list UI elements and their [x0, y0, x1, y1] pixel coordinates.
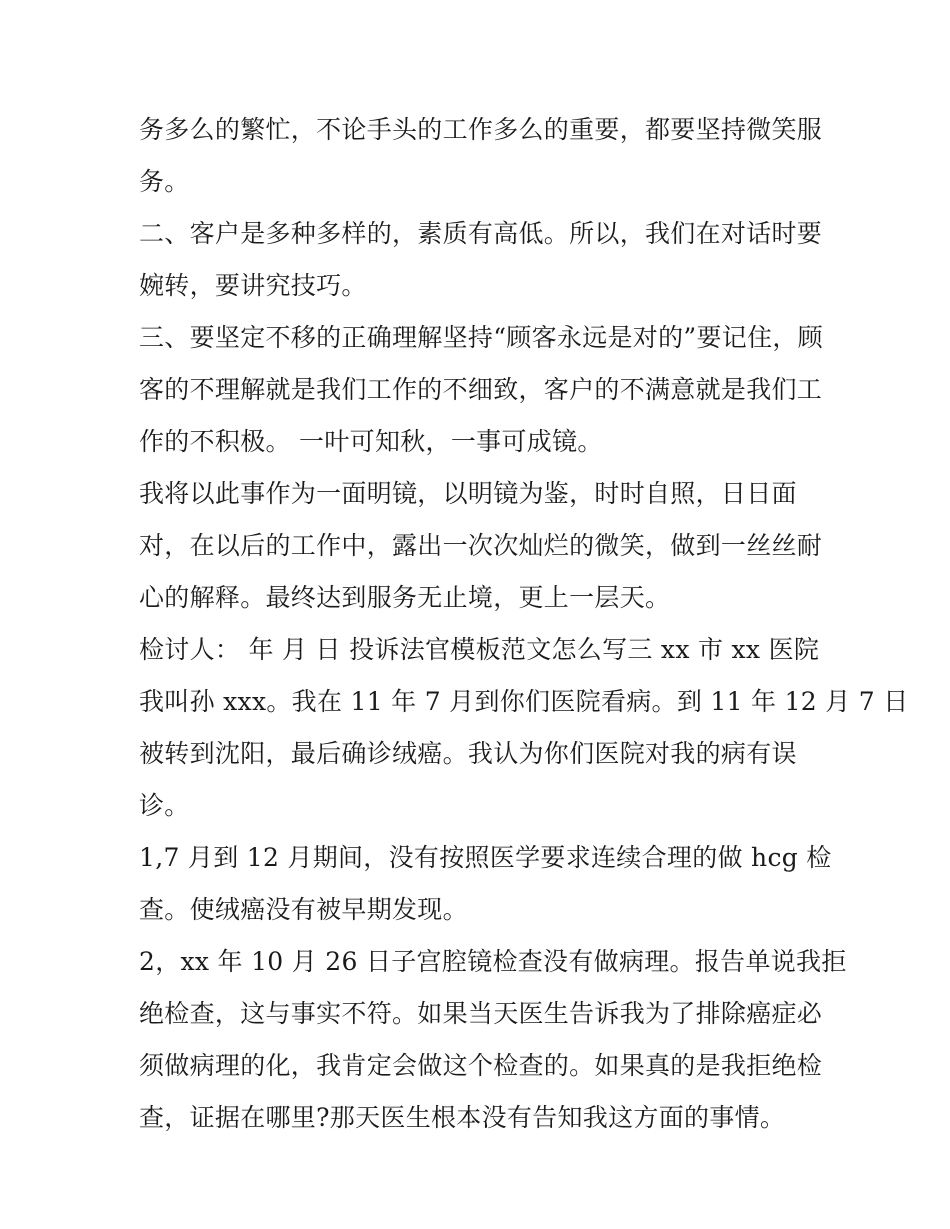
text-line: 我叫孙 xxx。我在 11 年 7 月到你们医院看病。到 11 年 12 月 7 日 [139, 687, 909, 716]
text-line: 我将以此事作为一面明镜，以明镜为鉴，时时自照，日日面 [139, 479, 797, 508]
document-body [139, 104, 909, 1144]
text-line: 绝检查，这与事实不符。如果当天医生告诉我为了排除癌症必 [139, 999, 823, 1028]
text-line: 务。 [139, 167, 190, 196]
text-line: 2，xx 年 10 月 26 日子宫腔镜检查没有做病理。报告单说我拒 [139, 947, 847, 976]
text-line: 诊。 [139, 791, 190, 820]
text-line: 务多么的繁忙，不论手头的工作多么的重要，都要坚持微笑服 [139, 115, 823, 144]
text-line: 查。使绒癌没有被早期发现。 [139, 895, 468, 924]
text-line: 对，在以后的工作中，露出一次次灿烂的微笑，做到一丝丝耐 [139, 531, 823, 560]
text-line: 须做病理的化，我肯定会做这个检查的。如果真的是我拒绝检 [139, 1051, 823, 1080]
text-line: 检讨人： 年 月 日 投诉法官模板范文怎么写三 xx 市 xx 医院 [139, 635, 820, 664]
text-line: 1,7 月到 12 月期间，没有按照医学要求连续合理的做 hcg 检 [139, 843, 832, 872]
text-line: 被转到沈阳，最后确诊绒癌。我认为你们医院对我的病有误 [139, 739, 797, 768]
text-line: 三、要坚定不移的正确理解坚持“顾客永远是对的”要记住，顾 [139, 323, 823, 352]
text-line: 二、客户是多种多样的，素质有高低。所以，我们在对话时要 [139, 219, 823, 248]
text-line: 客的不理解就是我们工作的不细致，客户的不满意就是我们工 [139, 375, 823, 404]
text-line: 婉转，要讲究技巧。 [139, 271, 367, 300]
text-line: 心的解释。最终达到服务无止境，更上一层天。 [139, 583, 671, 612]
text-line: 作的不积极。 一叶可知秋，一事可成镜。 [139, 427, 603, 456]
text-line: 查，证据在哪里?那天医生根本没有告知我这方面的事情。 [139, 1103, 786, 1132]
